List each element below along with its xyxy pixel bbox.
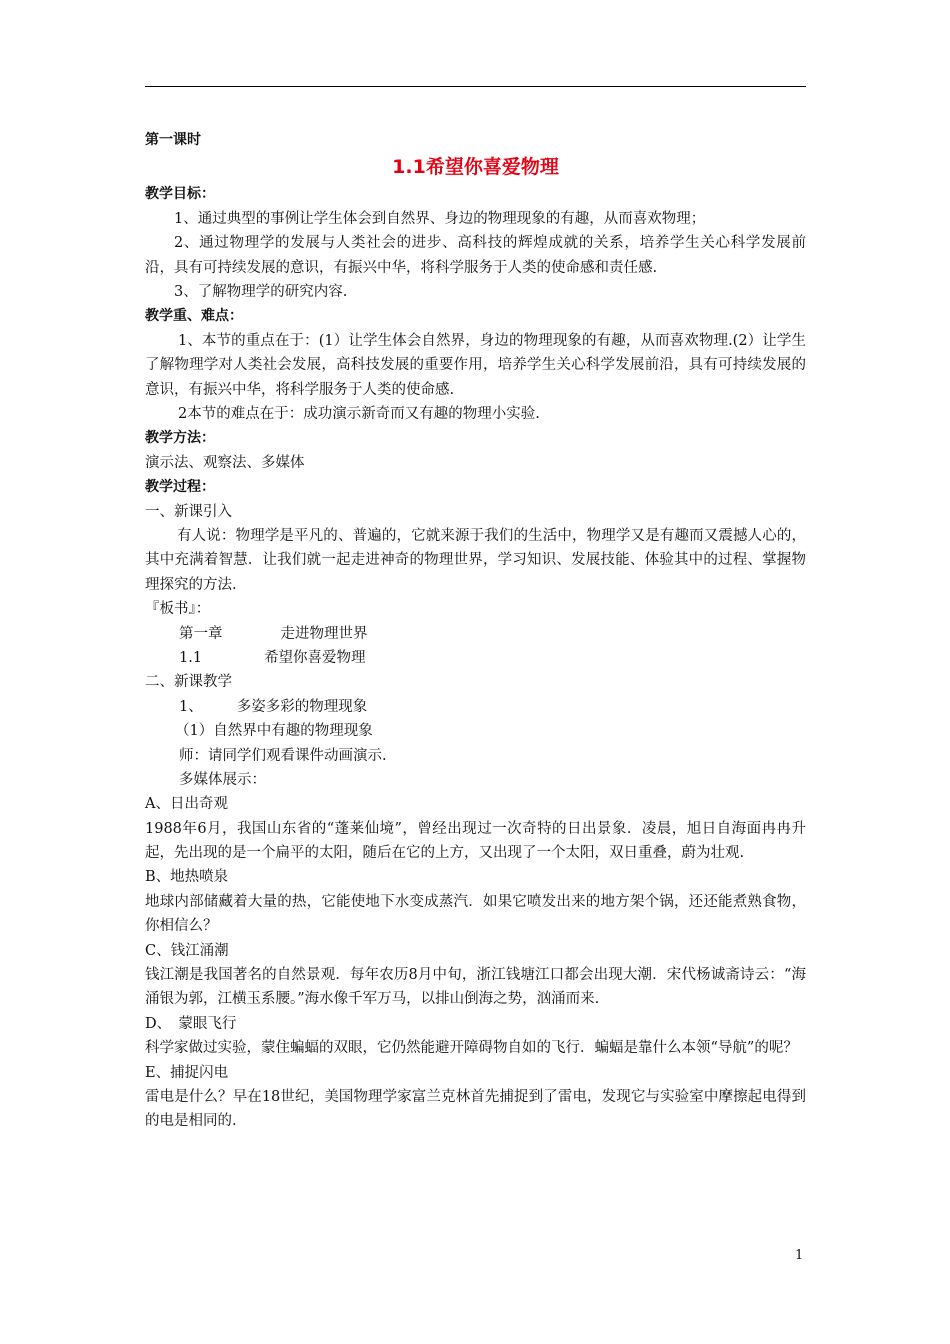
- board-section-line: [145, 646, 806, 670]
- case-text: 地球内部储藏着大量的热，它能使地下水变成蒸汽．如果它喷发出来的地方架个锅，还还能煮熟食物，你相信么？: [145, 893, 806, 935]
- teach-title: 二、新课教学: [145, 674, 232, 691]
- board-section-name: 希望你喜爱物理: [264, 649, 366, 666]
- case-title: E、捕捉闪电: [145, 1064, 229, 1081]
- case-text: 雷电是什么？早在18世纪，美国物理学家富兰克林首先捕捉到了雷电，发现它与实验室中摩擦起电得到的电是相同的.: [145, 1089, 806, 1130]
- intro-paragraph: 有人说：物理学是平凡的、普遍的，它就来源于我们的生活中，物理学又是有趣而又震撼人心的，其中充满着智慧．让我们就一起走进神奇的物理世界，学习知识、发展技能、体验其中的过程、掌握物理探究的方法.: [145, 527, 806, 593]
- lesson-label: 第一课时: [145, 132, 201, 148]
- board-chapter: 第一章: [179, 625, 223, 642]
- case-title: A、日出奇观: [145, 796, 228, 813]
- case-text: 1988年6月，我国山东省的“蓬莱仙境”，曾经出现过一次奇特的日出景象．凌晨，旭日自海面冉冉升起，先出现的是一个扁平的太阳，随后在它的上方，又出现了一个太阳，双日重叠，蔚为壮观.: [145, 820, 806, 862]
- objective-item: 3、了解物理学的研究内容.: [174, 283, 348, 300]
- objectives-heading: 教学目标：: [145, 186, 215, 203]
- methods-heading: 教学方法：: [145, 430, 215, 447]
- media-line: 多媒体展示：: [179, 771, 266, 788]
- sub1-name: 多姿多彩的物理现象: [236, 698, 368, 715]
- teacher-line: 师：请同学们观看课件动画演示.: [179, 747, 387, 764]
- board-section: 1.1: [179, 649, 203, 666]
- sub1-line: [145, 695, 806, 719]
- sub1-1: （1）自然界中有趣的物理现象: [175, 723, 373, 740]
- objective-item: 2、通过物理学的发展与人类社会的进步、高科技的辉煌成就的关系，培养学生关心科学发展前沿，具有可持续发展的意识，有振兴中华，将科学服务于人类的使命感和责任感.: [145, 235, 806, 276]
- intro-title: 一、新课引入: [145, 503, 232, 520]
- methods-text: 演示法、观察法、多媒体: [145, 454, 305, 471]
- case-text: 钱江潮是我国著名的自然景观．每年农历8月中旬，浙江钱塘江口都会出现大潮．宋代杨诚斋诗云：“海涌银为郭，江横玉系腰。”海水像千军万马，以排山倒海之势，汹涌而来.: [145, 967, 806, 1008]
- sub1-number: 1、: [179, 698, 203, 715]
- keypoint-paragraph: 1、本节的重点在于：(1）让学生体会自然界，身边的物理现象的有趣，从而喜欢物理.(2）让学生了解物理学对人类社会发展，高科技发展的重要作用，培养学生关心科学发展前沿，具有可持续发展的意识，有振兴中华，将科学服务于人类的使命感.: [145, 332, 806, 398]
- document-body: [145, 128, 806, 1134]
- page-title: 1.1希望你喜爱物理: [392, 156, 559, 179]
- keypoints-heading: 教学重、难点：: [145, 308, 243, 325]
- board-chapter-line: [145, 622, 806, 646]
- case-title: B、地热喷泉: [145, 869, 229, 886]
- difficulty-paragraph: 2本节的难点在于：成功演示新奇而又有趣的物理小实验.: [178, 405, 540, 422]
- board-chapter-name: 走进物理世界: [280, 625, 368, 642]
- page-number: 1: [795, 1248, 804, 1263]
- case-text: 科学家做过实验，蒙住蝙蝠的双眼，它仍然能避开障碍物自如的飞行．蝙蝠是靠什么本领“导航”的呢？: [145, 1040, 798, 1057]
- case-title: D、 蒙眼飞行: [145, 1015, 237, 1032]
- objective-item: 1、通过典型的事例让学生体会到自然界、身边的物理现象的有趣，从而喜欢物理；: [174, 210, 706, 227]
- board-label: 『板书』：: [145, 601, 211, 618]
- case-title: C、钱江涌潮: [145, 942, 229, 959]
- header-rule: [145, 86, 806, 87]
- process-heading: 教学过程：: [145, 479, 215, 496]
